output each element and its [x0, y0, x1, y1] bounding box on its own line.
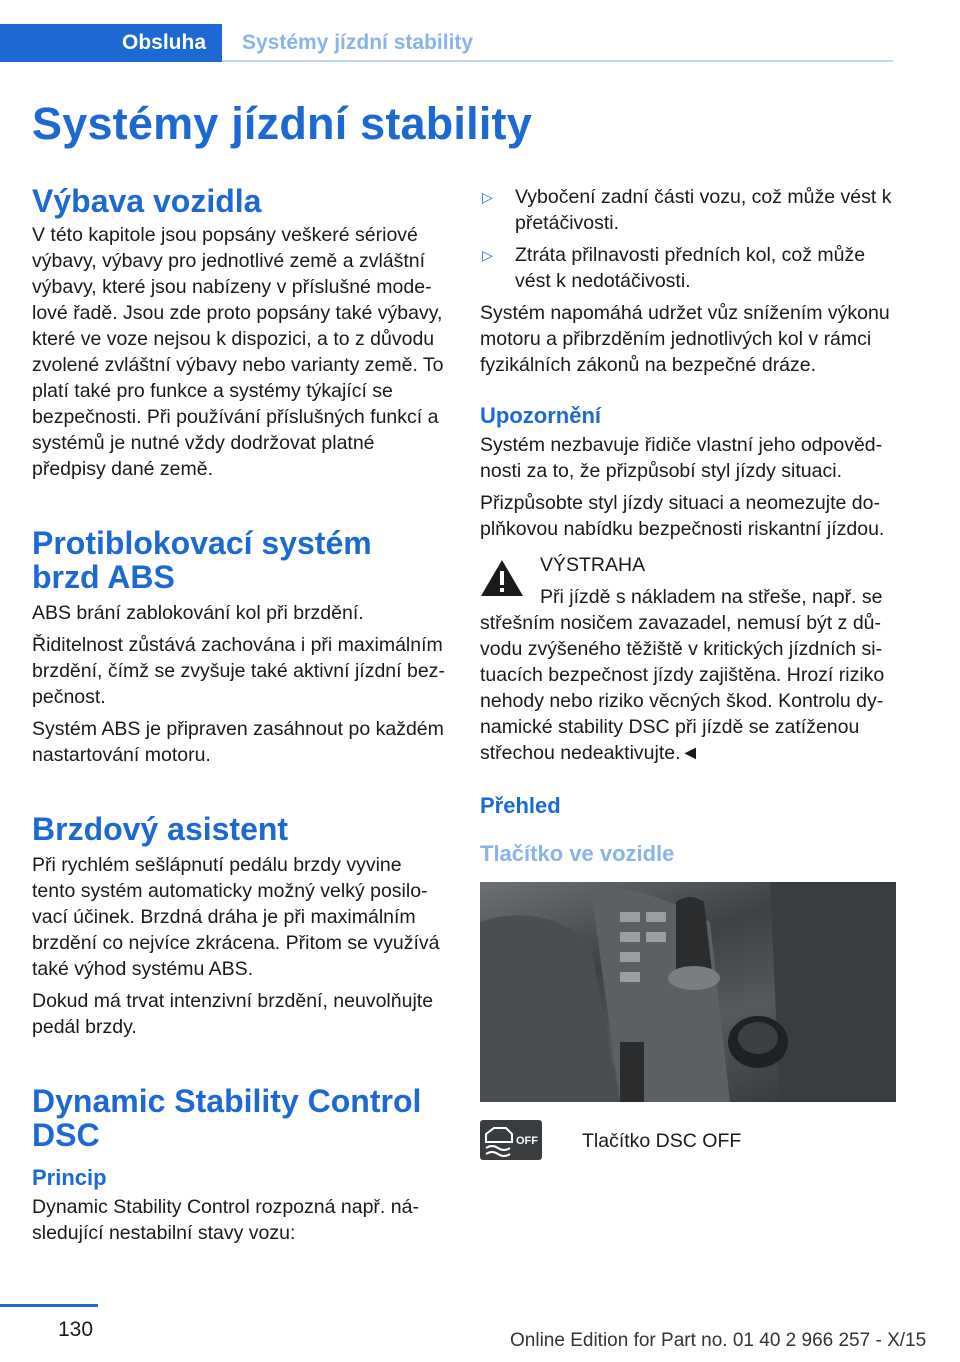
- paragraph-brake-1: Při rychlém sešlápnutí pedálu brzdy vyvine tento systém automaticky možný velký posilovací účinek. Brzdná dráha je při maximálním brzdění co nejvíce zkrácena. Přitom se využívá také výhod systému ABS.: [32, 854, 440, 980]
- list-item-text: Vybočení zadní části vozu, což může vést k přetáčivosti.: [515, 186, 892, 234]
- list-item: [480, 184, 896, 236]
- heading-princip: Princip: [32, 1165, 107, 1190]
- page-number: 130: [58, 1318, 94, 1341]
- heading-brake-assist: Brzdový asistent: [32, 811, 289, 847]
- section-tab: Systémy jízdní stability: [242, 31, 474, 54]
- dsc-button-row: [480, 1120, 896, 1160]
- warning-triangle-icon: [480, 558, 524, 598]
- paragraph-upozorneni-1: Systém nezbavuje řidiče vlastní jeho odpovědnosti za to, že přizpůsobí styl jízdy situaci.: [480, 434, 883, 482]
- paragraph-brake-2: Dokud má trvat intenzivní brzdění, neuvolňujte pedál brzdy.: [32, 990, 434, 1038]
- left-column: [32, 184, 448, 1246]
- heading-dsc: Dynamic Stability Control DSC: [32, 1083, 422, 1153]
- warning-text: Při jízdě s nákladem na střeše, např. se střešním nosičem zavazadel, nemusí být z důvodu zvýšeného těžiště v kritických jízdních situacích bezpečnost jízdy zajištěna. Hrozí riziko nehody nebo riziko věcných škod. Kontrolu dynamické stability DSC při jízdě se zatíženou střechou nedeaktivujte.◄: [480, 586, 885, 764]
- bullet-triangle-icon: ▷: [482, 247, 493, 263]
- paragraph-princip: Dynamic Stability Control rozpozná např. následující nestabilní stavy vozu:: [32, 1196, 419, 1244]
- bullet-triangle-icon: ▷: [482, 189, 493, 205]
- chapter-tab: Obsluha: [0, 24, 222, 62]
- heading-upozorneni: Upozornění: [480, 403, 601, 428]
- paragraph-upozorneni-2: Přizpůsobte styl jízdy situaci a neomezujte doplňkovou nabídku bezpečnosti riskantní jízdou.: [480, 492, 885, 540]
- heading-vybava: Výbava vozidla: [32, 183, 262, 219]
- paragraph-abs-1: ABS brání zablokování kol při brzdění.: [32, 602, 364, 624]
- list-item: [480, 242, 896, 294]
- console-photo: [480, 882, 896, 1102]
- svg-text:OFF: OFF: [516, 1135, 538, 1147]
- warning-box: [480, 552, 896, 766]
- paragraph-vybava: V této kapitole jsou popsány veškeré sériové výbavy, výbavy pro jednotlivé země a zvláštní výbavy, které jsou nabízeny v příslušné modelové řadě. Jsou zde proto popsány také výbavy, které ve voze nejsou k dispozici, a to z důvodu zvolené zvláštní výbavy nebo varianty země. To platí také pro funkce a systémy týkající se bezpečnosti. Při používání příslušných funkcí a systémů je nutné vždy dodržovat platné předpisy dané země.: [32, 224, 444, 480]
- edition-note: Online Edition for Part no. 01 40 2 966 257 - X/15: [510, 1330, 927, 1351]
- page-header: [0, 24, 893, 62]
- paragraph-system: Systém napomáhá udržet vůz snížením výkonu motoru a přibrzděním jednotlivých kol v rámci fyzikálních zákonů na bezpečné dráze.: [480, 302, 890, 376]
- paragraph-abs-3: Systém ABS je připraven zasáhnout po každém nastartování motoru.: [32, 718, 444, 766]
- footer-rule: [0, 1304, 98, 1307]
- list-item-text: Ztráta přilnavosti předních kol, což může vést k nedotáčivosti.: [515, 244, 866, 292]
- heading-prehled: Přehled: [480, 793, 561, 818]
- dsc-off-icon: [480, 1120, 542, 1160]
- page-title: Systémy jízdní stability: [32, 98, 532, 149]
- heading-tlacitko: Tlačítko ve vozidle: [480, 841, 675, 866]
- heading-abs: Protiblokovací systém brzd ABS: [32, 525, 372, 595]
- gear-selector-image: [480, 882, 896, 1102]
- header-rule: [222, 60, 893, 62]
- right-column: [480, 184, 896, 1160]
- paragraph-abs-2: Řiditelnost zůstává zachována i při maximálním brzdění, čímž se zvyšuje také aktivní jízdní bezpečnost.: [32, 634, 445, 708]
- dsc-button-label: Tlačítko DSC OFF: [582, 1130, 742, 1152]
- warning-title: VÝSTRAHA: [540, 554, 646, 576]
